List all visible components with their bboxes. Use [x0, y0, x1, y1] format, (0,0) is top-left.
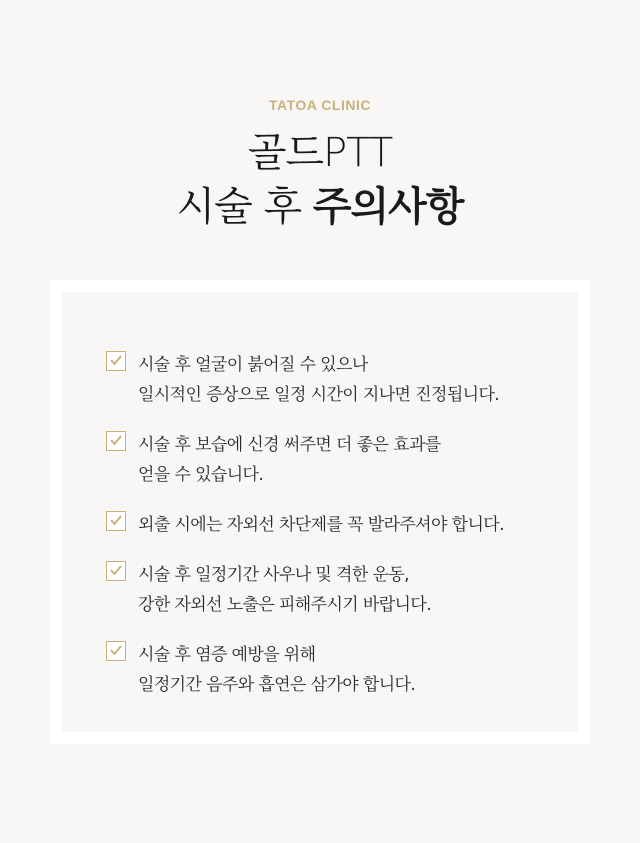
- precaution-text: [138, 430, 568, 490]
- precaution-line: 시술 후 얼굴이 붉어질 수 있으나: [138, 355, 368, 375]
- precaution-line: 시술 후 보습에 신경 써주면 더 좋은 효과를: [138, 435, 441, 455]
- checkbox-checked-icon: [106, 561, 126, 581]
- precaution-text: [138, 560, 568, 620]
- precaution-line: 일시적인 증상으로 일정 시간이 지나면 진정됩니다.: [138, 385, 500, 405]
- precaution-line: 외출 시에는 자외선 차단제를 꼭 발라주셔야 합니다.: [138, 515, 504, 535]
- clinic-name: TATOA CLINIC: [269, 97, 371, 113]
- precaution-line: 시술 후 일정기간 사우나 및 격한 운동,: [138, 565, 409, 585]
- title-light-part: 시술 후: [176, 184, 313, 230]
- precaution-line: 강한 자외선 노출은 피해주시기 바랍니다.: [138, 595, 431, 615]
- precaution-line: 시술 후 염증 예방을 위해: [138, 645, 316, 665]
- title-bold-part: 주의사항: [312, 184, 464, 230]
- precaution-line: 얻을 수 있습니다.: [138, 465, 264, 485]
- checkbox-checked-icon: [106, 351, 126, 371]
- precaution-text: [138, 510, 568, 540]
- precautions-card-inner: [62, 292, 578, 732]
- checkbox-checked-icon: [106, 431, 126, 451]
- precaution-text: [138, 350, 568, 410]
- precaution-text: [138, 640, 568, 700]
- page-title-product: 골드PTT: [247, 130, 393, 176]
- checkbox-checked-icon: [106, 511, 126, 531]
- page-title-subtitle: [0, 182, 640, 232]
- precautions-card: [50, 280, 590, 744]
- precaution-line: 일정기간 음주와 흡연은 삼가야 합니다.: [138, 675, 416, 695]
- checkbox-checked-icon: [106, 641, 126, 661]
